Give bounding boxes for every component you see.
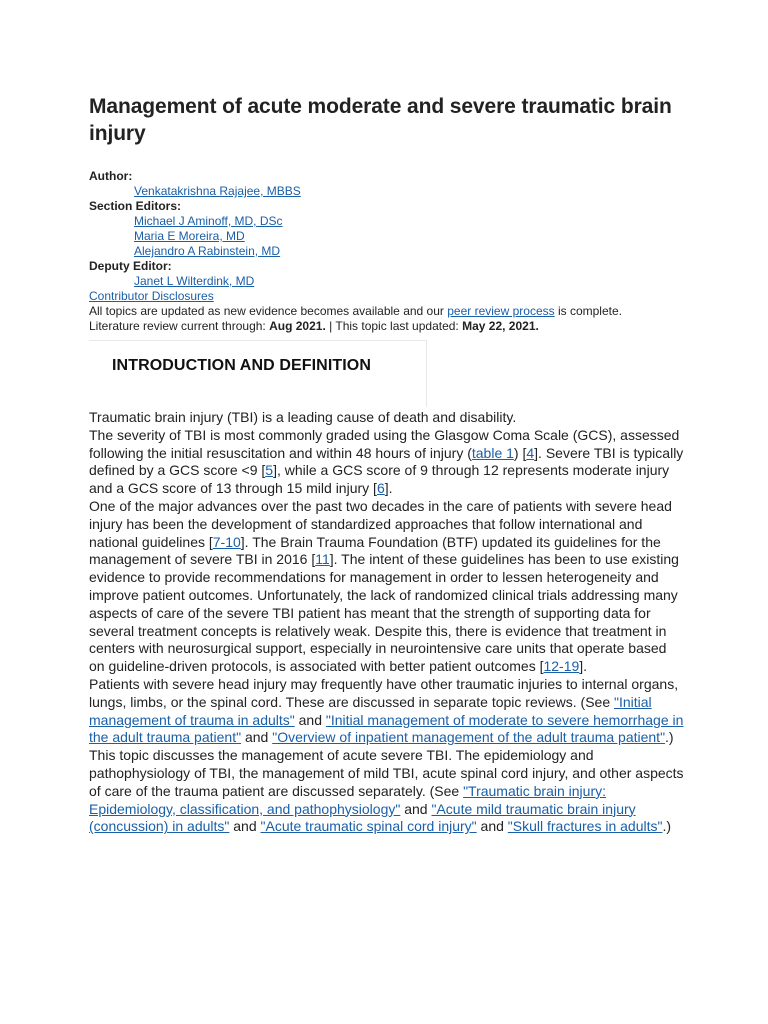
section-editor-link-0[interactable]: Michael J Aminoff, MD, DSc [134,214,283,228]
body-text: .) [662,818,672,835]
update-note: All topics are updated as new evidence becomes available and our peer review process is complete. [89,304,622,318]
author-label: Author: [89,169,133,183]
body-paragraph [89,747,685,836]
literature-review-note: Literature review current through: Aug 2021. | This topic last updated: May 22, 2021. [89,319,539,333]
body-text: and [229,818,261,835]
body-text: and [400,800,432,817]
topic-metadata [89,169,689,334]
body-paragraph [89,427,685,498]
body-text: ]. [579,658,588,675]
body-text: This topic discusses the management of acute severe TBI. The epidemiology and pathophysiology of TBI, the management of mild TBI, acute spinal cord injury, and other aspects of care of the trauma patient are discussed separately. (See [89,747,684,799]
reference-link[interactable]: 6 [376,480,385,497]
review-date: Aug 2021. [269,319,326,333]
body-text: ], while a GCS score of 9 through 12 represents moderate injury and a GCS score of 13 through 15 mild injury [ [89,462,670,497]
body-text: Traumatic brain injury (TBI) is a leading cause of death and disability. [89,409,517,425]
body-text: .) [665,729,674,746]
reference-link[interactable]: "Initial management of moderate to severe hemorrhage in the adult trauma patient" [89,711,684,746]
article [89,93,689,836]
reference-link[interactable]: "Traumatic brain injury: Epidemiology, classification, and pathophysiology" [89,782,607,817]
body-text: ) [ [513,444,527,461]
section-editor-link-2[interactable]: Alejandro A Rabinstein, MD [134,244,281,258]
contributor-disclosures-link[interactable]: Contributor Disclosures [89,289,214,303]
reference-link[interactable]: table 1 [471,444,514,461]
reference-link[interactable]: 11 [315,551,330,568]
body-text: The severity of TBI is most commonly graded using the Glasgow Coma Scale (GCS), assessed following the initial resuscitation and within 48 hours of injury ( [89,426,680,461]
reference-link[interactable]: "Acute traumatic spinal cord injury" [260,818,477,835]
reference-link[interactable]: 12-19 [543,658,580,675]
reference-link[interactable]: 7-10 [212,533,241,550]
reference-link[interactable]: "Initial management of trauma in adults" [89,693,652,728]
reference-link[interactable]: "Acute mild traumatic brain injury (concussion) in adults" [89,800,636,835]
last-updated-date: May 22, 2021. [462,319,539,333]
deputy-editor-link-0[interactable]: Janet L Wilterdink, MD [134,274,255,288]
body-text: ]. The Brain Trauma Foundation (BTF) updated its guidelines for the management of severe TBI in 2016 [ [89,533,661,568]
section-heading: INTRODUCTION AND DEFINITION [112,357,371,374]
reference-link[interactable]: "Skull fractures in adults" [507,818,663,835]
body-text: and [294,711,326,728]
body-text: and [476,818,508,835]
body-text: Patients with severe head injury may frequently have other traumatic injuries to internal organs, lungs, limbs, or the spinal cord. These are discussed in separate topic reviews. (See [89,675,679,710]
reference-link[interactable]: 5 [265,462,274,479]
body-paragraph [89,409,685,427]
reference-link[interactable]: 4 [526,444,535,461]
section-editors-label: Section Editors: [89,199,182,213]
page-title: Management of acute moderate and severe traumatic brain injury [89,95,672,145]
section-header-box [89,340,427,407]
contributor-disclosures-row [89,289,689,304]
body-paragraph [89,676,685,747]
body-text: One of the major advances over the past two decades in the care of patients with severe head injury has been the development of standardized approaches that follow international and national guidelines [ [89,497,672,550]
article-body [89,409,685,836]
body-paragraph [89,498,685,676]
peer-review-link[interactable]: peer review process [447,304,555,318]
author-link-0[interactable]: Venkatakrishna Rajajee, MBBS [134,184,301,198]
deputy-editor-label: Deputy Editor: [89,259,172,273]
body-text: ]. [384,480,393,497]
section-editor-link-1[interactable]: Maria E Moreira, MD [134,229,245,243]
body-text: ]. The intent of these guidelines has been to use existing evidence to provide recommendations for management in order to lessen heterogeneity and improve patient outcomes. Unfortunately, the lack of randomized clinical trials addressing many aspects of care of the severe TBI patient has meant that the strength of supporting data for several treatment concepts is relatively weak. Despite this, there is evidence that treatment in centers with neurosurgical support, especially in neurointensive care units that operate based on guideline-driven protocols, is associated with better patient outcomes [ [89,551,679,675]
body-text: ]. Severe TBI is typically defined by a GCS score <9 [ [89,444,684,479]
reference-link[interactable]: "Overview of inpatient management of the adult trauma patient" [272,729,666,746]
body-text: and [241,729,273,746]
